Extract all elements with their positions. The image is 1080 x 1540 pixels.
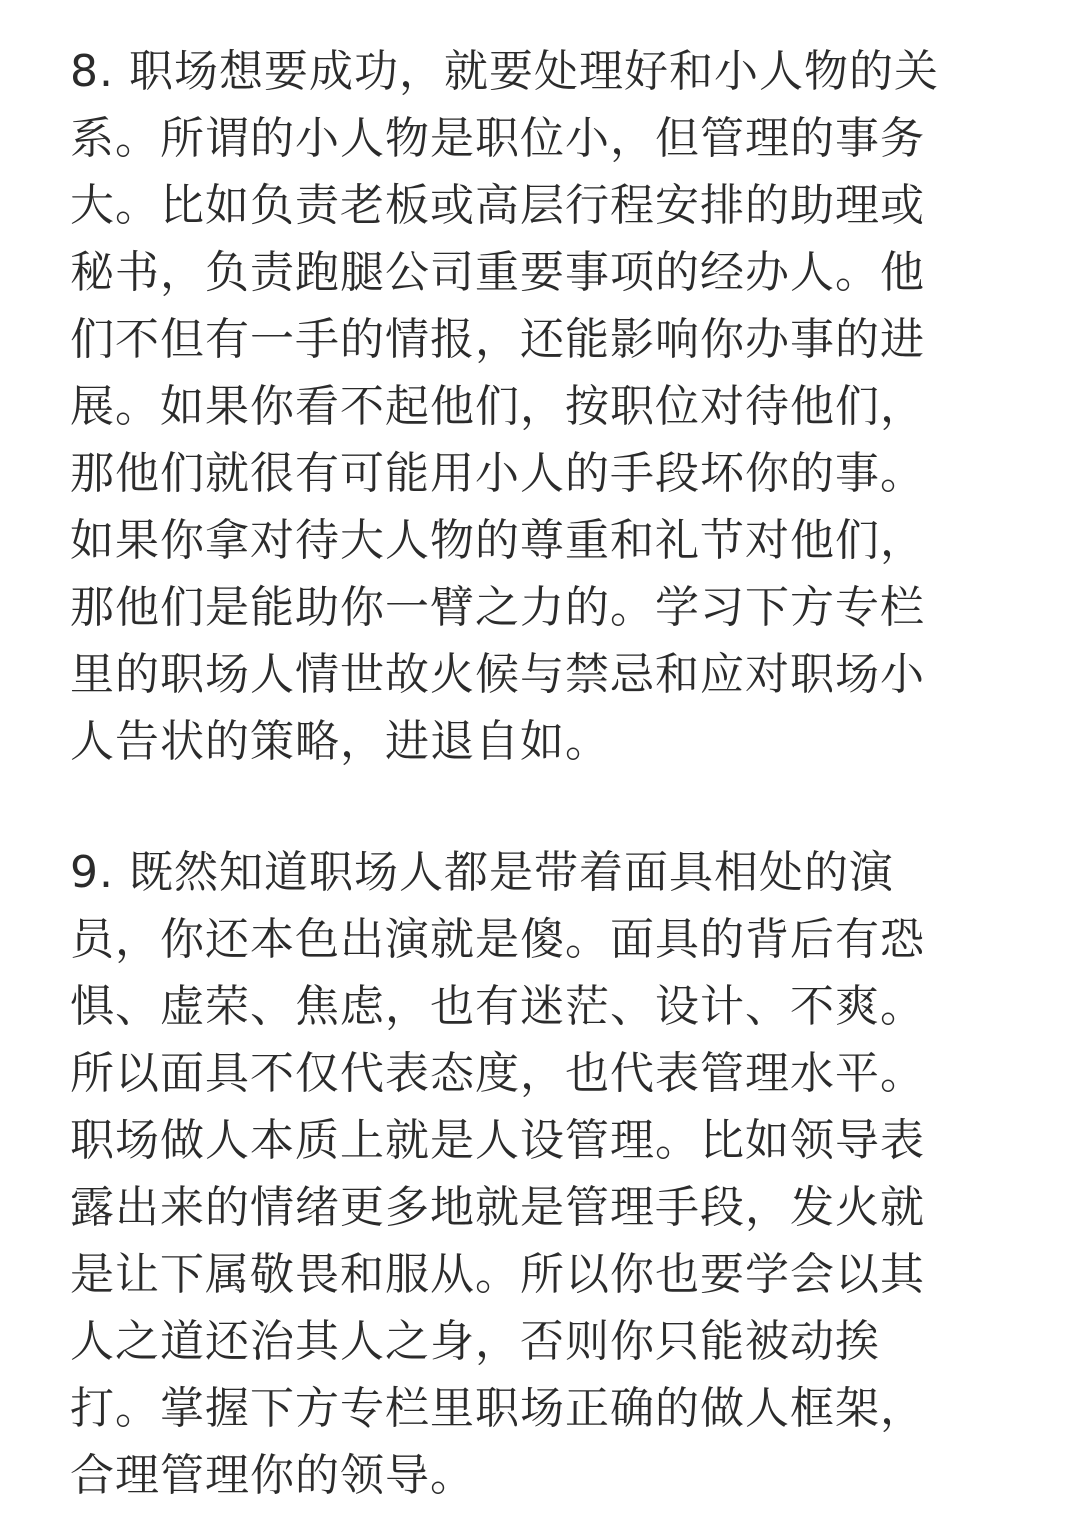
text-line: 职场做人本质上就是人设管理。比如领导表 xyxy=(70,1115,925,1166)
text-line: 8. 职场想要成功，就要处理好和小人物的关 xyxy=(70,46,939,97)
text-line: 9. 既然知道职场人都是带着面具相处的演 xyxy=(70,847,894,898)
text-line: 里的职场人情世故火候与禁忌和应对职场小 xyxy=(70,649,925,700)
text-line: 系。所谓的小人物是职位小，但管理的事务 xyxy=(70,113,925,164)
text-line: 大。比如负责老板或高层行程安排的助理或 xyxy=(70,180,925,231)
text-line: 们不但有一手的情报，还能影响你办事的进 xyxy=(70,314,925,365)
text-line: 惧、虚荣、焦虑，也有迷茫、设计、不爽。 xyxy=(70,981,925,1032)
text-line: 那他们是能助你一臂之力的。学习下方专栏 xyxy=(70,582,925,633)
text-line: 露出来的情绪更多地就是管理手段，发火就 xyxy=(70,1182,925,1233)
text-line: 合理管理你的领导。 xyxy=(70,1450,475,1501)
text-line: 打。掌握下方专栏里职场正确的做人框架， xyxy=(70,1383,925,1434)
text-line: 所以面具不仅代表态度，也代表管理水平。 xyxy=(70,1048,925,1099)
text-line: 人之道还治其人之身，否则你只能被动挨 xyxy=(70,1316,880,1367)
paragraph-8 xyxy=(70,38,990,775)
text-line: 那他们就很有可能用小人的手段坏你的事。 xyxy=(70,448,925,499)
text-line: 秘书，负责跑腿公司重要事项的经办人。他 xyxy=(70,247,925,298)
paragraph-9 xyxy=(70,839,990,1509)
text-line: 是让下属敬畏和服从。所以你也要学会以其 xyxy=(70,1249,925,1300)
text-line: 员，你还本色出演就是傻。面具的背后有恐 xyxy=(70,914,925,965)
text-line: 如果你拿对待大人物的尊重和礼节对他们， xyxy=(70,515,925,566)
text-line: 人告状的策略，进退自如。 xyxy=(70,716,610,767)
text-line: 展。如果你看不起他们，按职位对待他们， xyxy=(70,381,925,432)
